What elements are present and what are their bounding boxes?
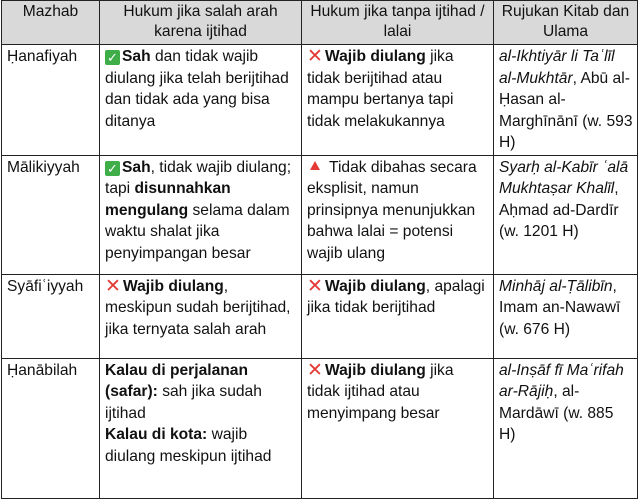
table-row — [2, 155, 638, 274]
ruling-label-secondary: disunnahkan mengulang — [105, 180, 231, 219]
mazhab-cell — [2, 358, 100, 498]
mazhab-name: Ḥanafiyah — [7, 48, 78, 65]
ruling-text: dan tidak wajib diulang jika telah berijtihad dan tidak ada yang bisa ditanya — [105, 48, 289, 130]
book-title: al-Inṣāf fī Maʿrifah ar-Rājiḥ — [499, 361, 624, 400]
header-salah-arah: Hukum jika salah arah karena ijtihad — [100, 1, 302, 45]
salah-arah-cell — [100, 155, 302, 274]
author-text: , Abū al-Ḥasan al-Marghīnānī (w. 593 H) — [499, 69, 633, 151]
tanpa-ijtihad-cell — [302, 358, 494, 498]
ruling-label: Wajib diulang — [325, 277, 426, 295]
cross-mark-icon: ✕ — [307, 275, 323, 297]
author-text: , al-Mardāwī (w. 885 H) — [499, 383, 614, 443]
author-text: , Imam an-Nawawī (w. 676 H) — [499, 277, 621, 338]
ruling-text-secondary: wajib diulang meskipun ijtihad — [105, 426, 272, 465]
tanpa-ijtihad-cell — [302, 274, 494, 358]
ruling-label: Wajib diulang — [325, 48, 426, 65]
ruling-text: , meskipun sudah berijtihad, jika ternyata salah arah — [105, 277, 291, 338]
cross-mark-icon: ✕ — [307, 46, 323, 67]
ruling-text: , tidak wajib diulang; tapi — [105, 158, 292, 197]
book-title: al-Ikhtiyār li Taʿlīl al-Mukhtār — [499, 48, 615, 87]
mazhab-name: Mālikiyyah — [7, 158, 80, 176]
mazhab-cell — [2, 45, 100, 156]
ruling-text: jika tidak ijtihad atau menyimpang besar — [307, 361, 454, 422]
table-row — [2, 45, 638, 156]
ruling-text: sah jika sudah ijtihad — [105, 383, 262, 422]
warning-triangle-icon — [310, 161, 320, 170]
ruling-label: Sah — [122, 158, 151, 176]
ruling-text: , apalagi jika tidak berijtihad — [307, 277, 485, 316]
salah-arah-cell — [100, 358, 302, 498]
ruling-label: Kalau di perjalanan (safar): — [105, 361, 248, 400]
rujukan-cell — [494, 155, 638, 274]
mazhab-name: Ḥanābilah — [7, 361, 78, 379]
book-title: Syarḥ al-Kabīr ʿalā Mukhtaṣar Khalīl — [499, 158, 629, 197]
salah-arah-cell — [100, 274, 302, 358]
ruling-label: Sah — [122, 48, 151, 65]
book-title: Minhāj al-Ṭālibīn — [499, 277, 613, 295]
header-rujukan: Rujukan Kitab dan Ulama — [494, 1, 638, 45]
cross-mark-icon: ✕ — [105, 275, 121, 297]
mazhab-name: Syāfiʿiyyah — [7, 277, 84, 295]
tanpa-ijtihad-cell — [302, 45, 494, 156]
mazhab-comparison-table — [1, 0, 638, 499]
ruling-text: Tidak dibahas secara eksplisit, namun prinsipnya menunjukkan bahwa lalai = potensi wajib ulang — [307, 158, 477, 262]
header-tanpa-ijtihad: Hukum jika tanpa ijtihad / lalai — [302, 1, 494, 45]
mazhab-cell — [2, 155, 100, 274]
tanpa-ijtihad-cell — [302, 155, 494, 274]
rujukan-cell — [494, 274, 638, 358]
check-mark-icon: ✓ — [105, 50, 120, 65]
ruling-label: Wajib diulang — [123, 277, 224, 295]
ruling-text: jika tidak berijtihad atau mampu bertanya tapi tidak melakukannya — [307, 48, 454, 130]
ruling-label: Wajib diulang — [325, 361, 426, 379]
rujukan-cell — [494, 358, 638, 498]
rujukan-cell — [494, 45, 638, 156]
table-row — [2, 274, 638, 358]
table-header-row — [2, 1, 638, 45]
table-row — [2, 358, 638, 498]
salah-arah-cell — [100, 45, 302, 156]
cross-mark-icon: ✕ — [307, 359, 323, 381]
author-text: , Aḥmad ad-Dardīr (w. 1201 H) — [499, 180, 619, 240]
ruling-text-secondary: selama dalam waktu shalat jika penyimpangan besar — [105, 201, 290, 262]
ruling-label-secondary: Kalau di kota: — [105, 426, 208, 443]
check-mark-icon: ✓ — [105, 161, 120, 176]
header-mazhab: Mazhab — [2, 1, 100, 45]
mazhab-cell — [2, 274, 100, 358]
